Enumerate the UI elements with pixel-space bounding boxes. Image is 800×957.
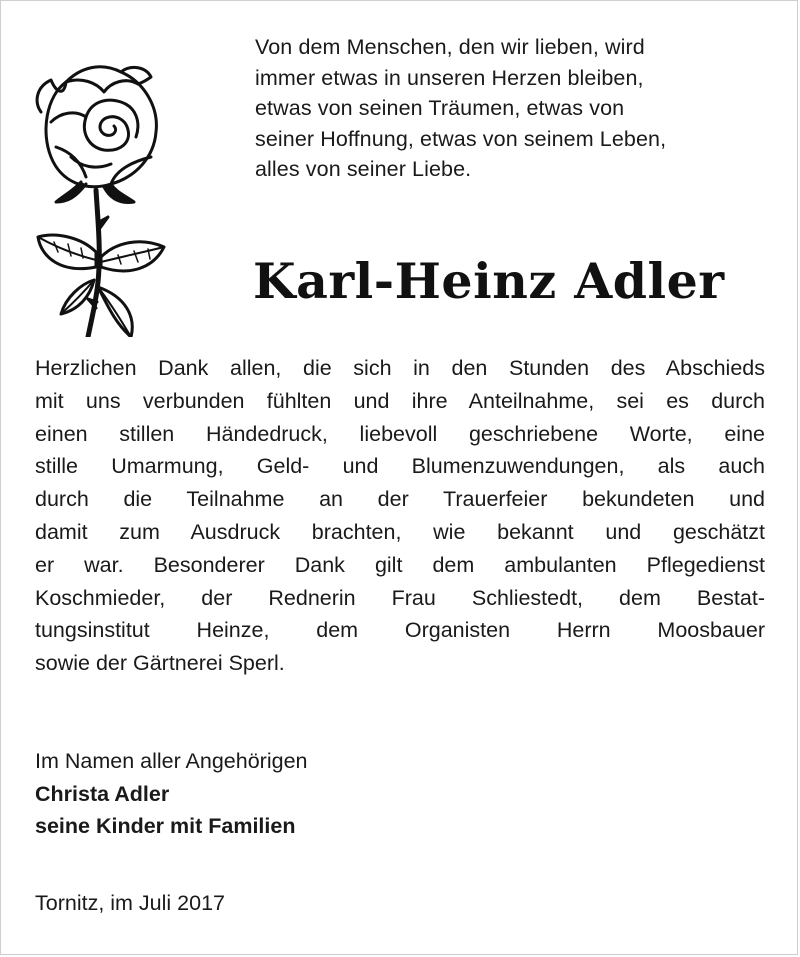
memorial-quote xyxy=(255,32,775,185)
quote-line: Von dem Menschen, den wir lieben, wird xyxy=(255,35,645,59)
thanks-line: mit uns verbunden fühlten und ihre Anteilnahme, sei es durch xyxy=(35,388,765,413)
deceased-name: Karl-Heinz Adler xyxy=(253,252,725,310)
quote-line: alles von seiner Liebe. xyxy=(255,157,472,181)
closing-block xyxy=(35,745,308,843)
thanks-line: tungsinstitut Heinze, dem Organisten Herrn Moosbauer xyxy=(35,618,765,643)
rose-icon xyxy=(26,52,176,337)
thanks-line: er war. Besonderer Dank gilt dem ambulanten Pflegedienst xyxy=(35,552,765,577)
thanks-line: einen stillen Händedruck, liebevoll geschriebene Worte, eine xyxy=(35,421,765,446)
signer-name: Christa Adler xyxy=(35,781,170,806)
signer-family: seine Kinder mit Familien xyxy=(35,814,296,838)
quote-line: immer etwas in unseren Herzen bleiben, xyxy=(255,65,644,90)
thanks-line: stille Umarmung, Geld- und Blumenzuwendungen, als auch xyxy=(35,454,765,479)
thanks-line: Herzlichen Dank allen, die sich in den Stunden des Abschieds xyxy=(35,356,765,380)
closing-intro: Im Namen aller Angehörigen xyxy=(35,749,308,773)
thanks-line: damit zum Ausdruck brachten, wie bekannt und geschätzt xyxy=(35,519,765,544)
thanks-paragraph xyxy=(35,352,765,680)
thanks-line: Koschmieder, der Rednerin Frau Schliestedt, dem Bestat- xyxy=(35,585,765,610)
quote-line: seiner Hoffnung, etwas von seinem Leben, xyxy=(255,126,667,151)
place-date: Tornitz, im Juli 2017 xyxy=(35,891,225,915)
quote-line: etwas von seinen Träumen, etwas von xyxy=(255,96,625,120)
thanks-line: durch die Teilnahme an der Trauerfeier bekundeten und xyxy=(35,487,765,512)
thanks-line: sowie der Gärtnerei Sperl. xyxy=(35,651,285,676)
